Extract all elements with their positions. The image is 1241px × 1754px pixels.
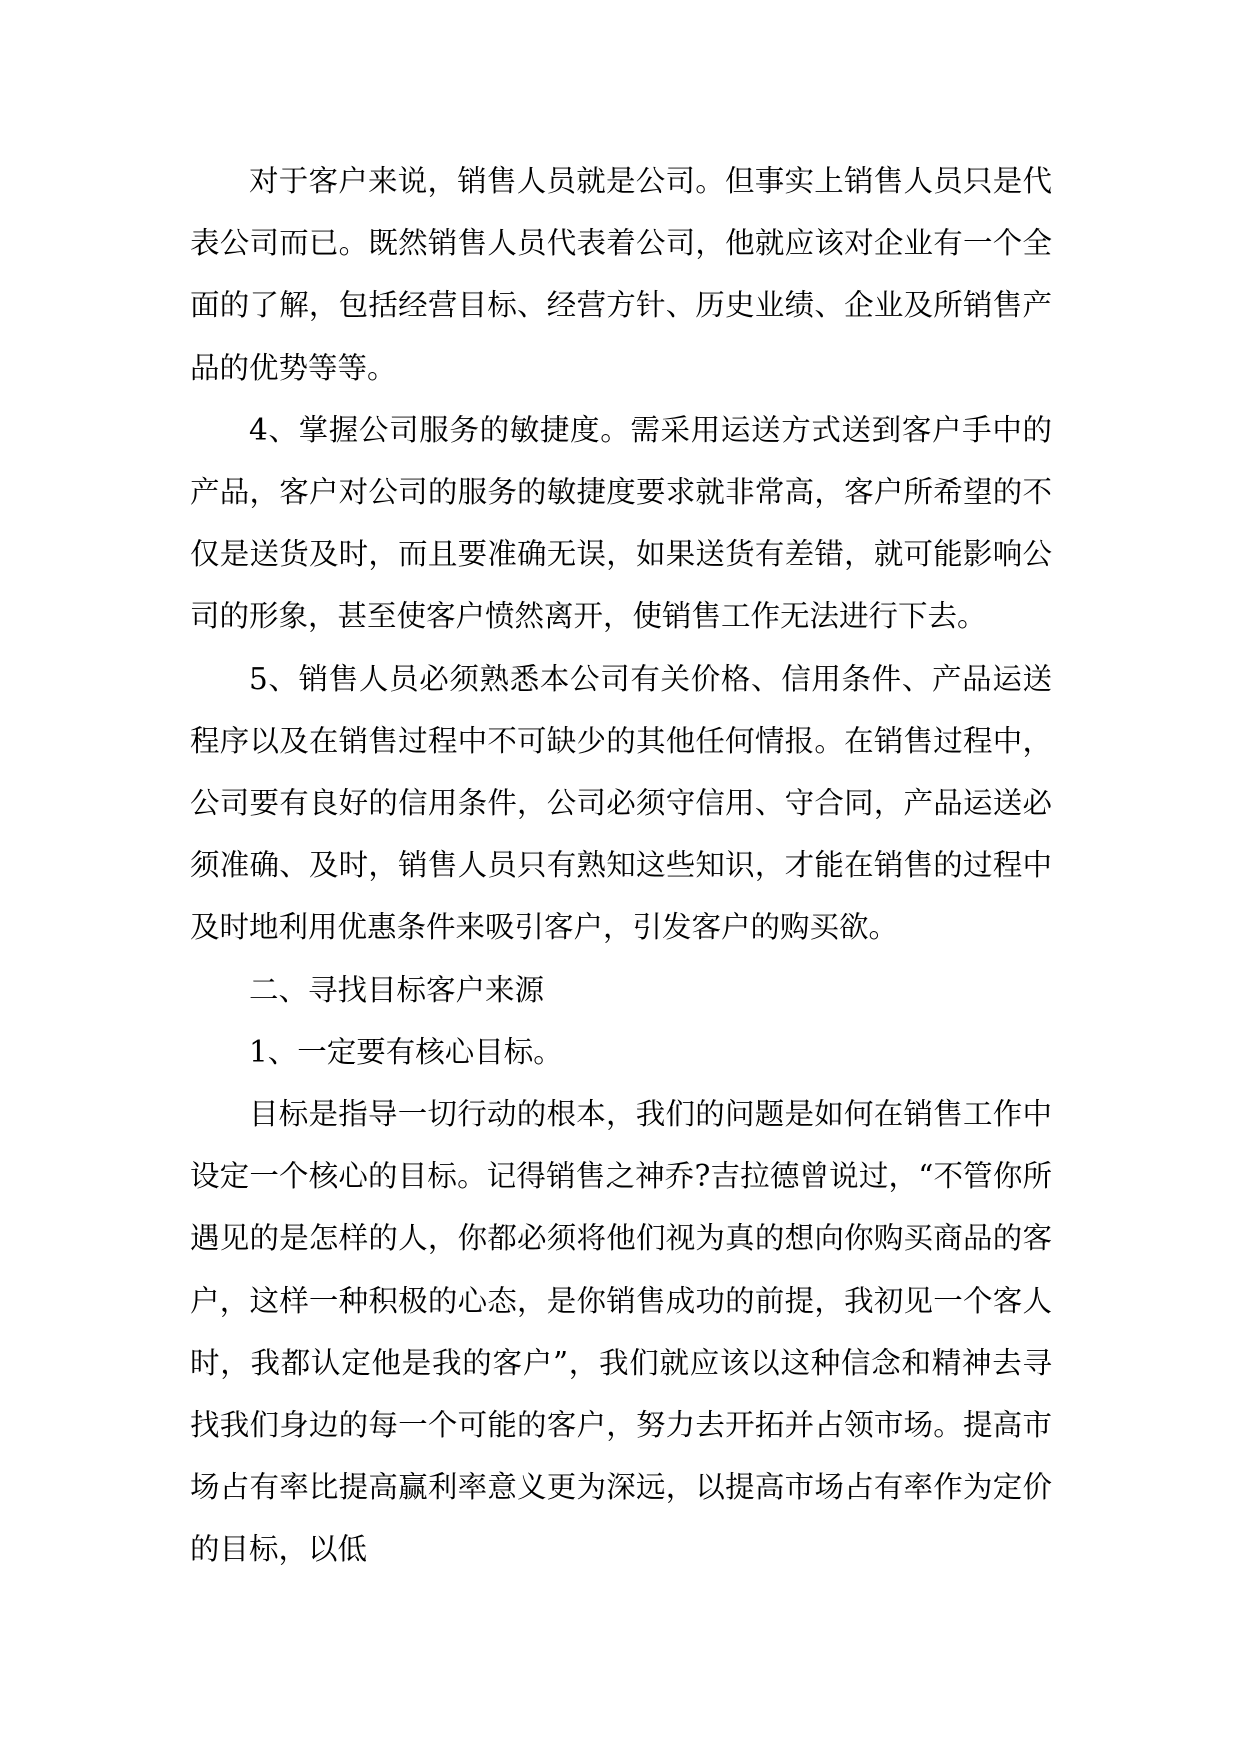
subheading-core-goal: 1、一定要有核心目标。 <box>249 1034 563 1069</box>
section-heading-target-customers: 二、寻找目标客户来源 <box>249 972 545 1007</box>
paragraph-goal-guidance: 目标是指导一切行动的根本，我们的问题是如何在销售工作中设定一个核心的目标。记得销售之神乔?吉拉德曾说过，“不管你所遇见的是怎样的人，你都必须将他们视为真的想向你购买商品的客户，这样一种积极的心态，是你销售成功的前提，我初见一个客人时，我都认定他是我的客户”，我们就应该以这种信念和精神去寻找我们身边的每一个可能的客户，努力去开拓并占领市场。提高市场占有率比提高赢利率意义更为深远，以提高市场占有率作为定价的目标，以低 <box>190 1097 1052 1567</box>
paragraph-company-representation: 对于客户来说，销售人员就是公司。但事实上销售人员只是代表公司而已。既然销售人员代表着公司，他就应该对企业有一个全面的了解，包括经营目标、经营方针、历史业绩、企业及所销售产品的优势等等。 <box>190 164 1052 385</box>
paragraph-sales-knowledge: 5、销售人员必须熟悉本公司有关价格、信用条件、产品运送程序以及在销售过程中不可缺少的其他任何情报。在销售过程中，公司要有良好的信用条件，公司必须守信用、守合同，产品运送必须准确、及时，销售人员只有熟知这些知识，才能在销售的过程中及时地利用优惠条件来吸引客户，引发客户的购买欲。 <box>190 661 1052 945</box>
document-body <box>190 150 1052 1581</box>
paragraph-service-agility: 4、掌握公司服务的敏捷度。需采用运送方式送到客户手中的产品，客户对公司的服务的敏捷度要求就非常高，客户所希望的不仅是送货及时，而且要准确无误，如果送货有差错，就可能影响公司的形象，甚至使客户愤然离开，使销售工作无法进行下去。 <box>190 412 1052 634</box>
